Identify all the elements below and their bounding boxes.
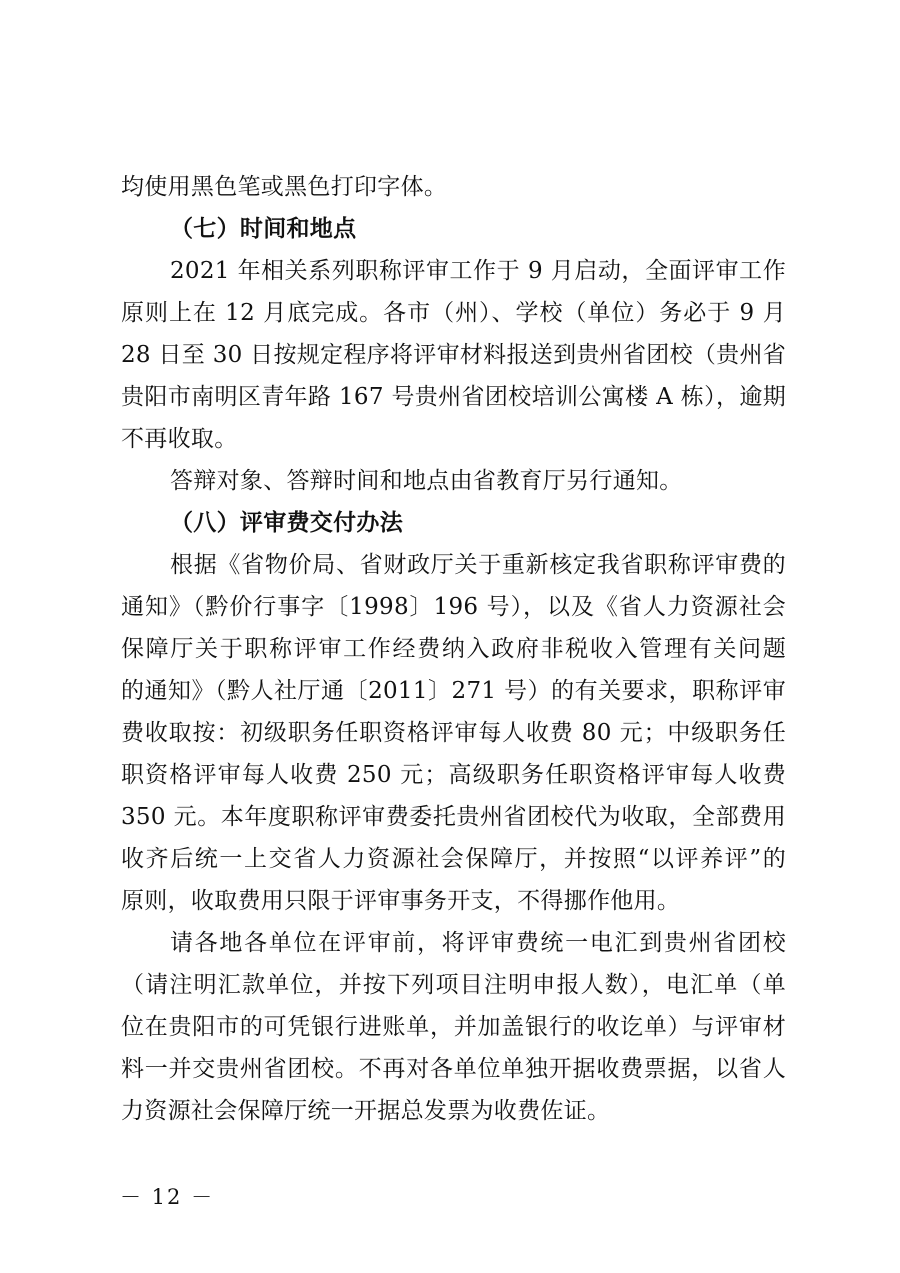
- body-line: 28 日至 30 日按规定程序将评审材料报送到贵州省团校（贵州省: [121, 342, 787, 368]
- body-line: 的通知》（黔人社厅通〔2011〕271 号）的有关要求，职称评审: [121, 678, 786, 704]
- body-line: 2021 年相关系列职称评审工作于 9 月启动，全面评审工作: [170, 258, 786, 284]
- body-line: 通知》（黔价行事字〔1998〕196 号），以及《省人力资源社会: [121, 594, 786, 620]
- body-line: 保障厅关于职称评审工作经费纳入政府非税收入管理有关问题: [121, 636, 786, 662]
- body-line: 根据《省物价局、省财政厅关于重新核定我省职称评审费的: [170, 552, 786, 578]
- body-line: 不再收取。: [121, 426, 238, 452]
- body-line: （请注明汇款单位，并按下列项目注明申报人数），电汇单（单: [121, 972, 786, 998]
- body-line: 请各地各单位在评审前，将评审费统一电汇到贵州省团校: [170, 930, 786, 956]
- body-line: 答辩对象、答辩时间和地点由省教育厅另行通知。: [170, 468, 683, 494]
- page-number: － 12 －: [120, 1185, 215, 1209]
- body-line: 职资格评审每人收费 250 元；高级职务任职资格评审每人收费: [121, 762, 786, 788]
- body-line: 费收取按：初级职务任职资格评审每人收费 80 元；中级职务任: [121, 720, 786, 746]
- body-line: 贵阳市南明区青年路 167 号贵州省团校培训公寓楼 A 栋），逾期: [121, 384, 786, 410]
- section-heading-time-place: （七）时间和地点: [170, 216, 357, 242]
- body-line: 原则上在 12 月底完成。各市（州）、学校（单位）务必于 9 月: [121, 300, 786, 326]
- body-line: 均使用黑色笔或黑色打印字体。: [121, 174, 448, 200]
- section-heading-fee-payment: （八）评审费交付办法: [170, 510, 403, 536]
- body-line: 位在贵阳市的可凭银行进账单，并加盖银行的收讫单）与评审材: [121, 1014, 786, 1040]
- body-line: 原则，收取费用只限于评审事务开支，不得挪作他用。: [121, 888, 681, 914]
- body-line: 350 元。本年度职称评审费委托贵州省团校代为收取，全部费用: [121, 804, 786, 830]
- body-line: 力资源社会保障厅统一开据总发票为收费佐证。: [121, 1098, 611, 1124]
- body-line: 收齐后统一上交省人力资源社会保障厅，并按照“以评养评”的: [121, 846, 786, 872]
- body-line: 料一并交贵州省团校。不再对各单位单独开据收费票据，以省人: [121, 1056, 786, 1082]
